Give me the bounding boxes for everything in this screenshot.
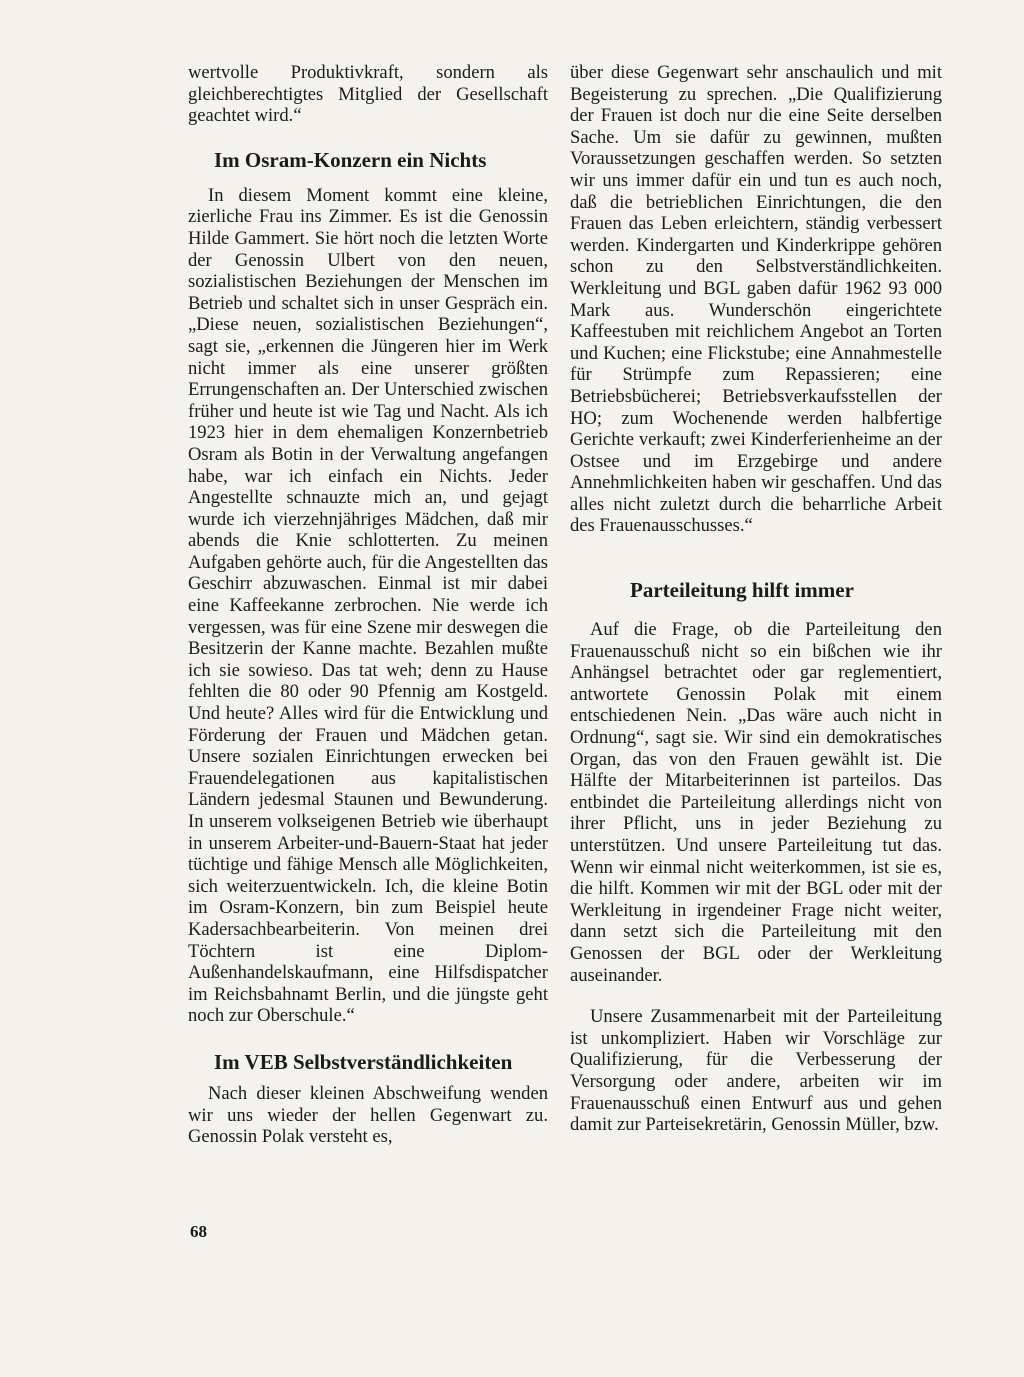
section-heading: Im Osram-Konzern ein Nichts — [214, 147, 487, 172]
left-column — [188, 62, 548, 1148]
page-number: 68 — [190, 1222, 207, 1241]
right-column — [570, 62, 942, 1136]
paragraph: Nach dieser kleinen Abschweifung wenden wir uns wieder der hellen Gegenwart zu. Genossin Polak versteht es, — [188, 1082, 548, 1148]
paragraph: In diesem Moment kommt eine kleine, zierliche Frau ins Zimmer. Es ist die Genossin Hilde Gammert. Sie hört noch die letzten Worte der Genossin Ulbert von den neuen, sozialistischen Beziehungen der Menschen im Betrieb und schaltet sich in unser Gespräch ein. „Diese neuen, sozialistischen Beziehungen“, sagt sie, „erkennen die Jüngeren hier im Werk nicht immer als eine unserer größten Errungenschaften an. Der Unterschied zwischen früher und heute ist wie Tag und Nacht. Als ich 1923 hier in dem ehemaligen Konzernbetrieb Osram als Botin in der Verwaltung angefangen habe, war ich einfach ein Nichts. Jeder Angestellte schnauzte mich an, und gejagt wurde ich vierzehnjähriges Mädchen, daß mir abends die Knie schlotterten. Zu meinen Aufgaben gehörte auch, für die Angestellten das Geschirr abzuwaschen. Einmal ist mir dabei eine Kaffeekanne zerbrochen. Nie werde ich vergessen, was für eine Szene mir deswegen die Besitzerin der Kanne machte. Bezahlen mußte ich sie sowieso. Das tat weh; denn zu Hause fehlten die 80 oder 90 Pfennig am Kostgeld. Und heute? Alles wird für die Entwicklung und Förderung der Frauen und Mädchen getan. Unsere sozialen Einrichtungen erwecken bei Frauendelegationen aus kapitalistischen Ländern jedesmal Staunen und Bewunderung. In unserem volkseigenen Betrieb wie überhaupt in unserem Arbeiter-und-Bauern-Staat hat jeder tüchtige und fähige Mensch alle Möglichkeiten, sich weiterzuentwickeln. Ich, die kleine Botin im Osram-Konzern, bin zum Beispiel heute Kadersachbearbeiterin. Von meinen drei Töchtern ist eine Diplom-Außenhandelskaufmann, eine Hilfsdispatcher im Reichsbahnamt Berlin, und die jüngste geht noch zur Oberschule.“ — [188, 184, 548, 1027]
paragraph: wertvolle Produktivkraft, sondern als gleichberechtigtes Mitglied der Gesellschaft geachtet wird.“ — [188, 62, 548, 127]
paragraph: über diese Gegenwart sehr anschaulich und mit Begeisterung zu sprechen. „Die Qualifizierung der Frauen ist doch nur die eine Seite derselben Sache. Um sie dafür zu gewinnen, mußten Voraussetzungen geschaffen werden. So setzten wir uns immer dafür ein und tun es auch noch, daß die betrieblichen Einrichtungen, die den Frauen das Leben erleichtern, ständig verbessert werden. Kindergarten und Kinderkrippe gehören schon zu den Selbstverständlichkeiten. Werkleitung und BGL gaben dafür 1962 93 000 Mark aus. Wunderschön eingerichtete Kaffeestuben mit reichlichem Angebot an Torten und Kuchen; eine Flickstube; eine Annahmestelle für Strümpfe zum Repassieren; eine Betriebsbücherei; Betriebsverkaufsstellen der HO; zum Wochenende werden halbfertige Gerichte verkauft; zwei Kinderferienheime an der Ostsee und im Erzgebirge und andere Annehmlichkeiten haben wir geschaffen. Und das alles nicht zuletzt durch die beharrliche Arbeit des Frauenausschusses.“ — [570, 62, 942, 537]
section-heading: Im VEB Selbstverständlichkeiten — [214, 1049, 513, 1074]
paragraph: Auf die Frage, ob die Parteileitung den Frauenausschuß nicht so ein bißchen wie ihr Anhängsel betrachtet oder gar reglementiert, antwortete Genossin Polak mit einem entschiedenen Nein. „Das wäre auch nicht in Ordnung“, sagt sie. Wir sind ein demokratisches Organ, das von den Frauen gewählt ist. Die Hälfte der Mitarbeiterinnen ist parteilos. Das entbindet die Parteileitung allerdings nicht von ihrer Pflicht, uns in jeder Beziehung zu unterstützen. Und unsere Parteileitung tut das. Wenn wir einmal nicht weiterkommen, ist sie es, die hilft. Kommen wir mit der BGL oder mit der Werkleitung in irgendeiner Frage nicht weiter, dann setzt sich die Parteileitung mit den Genossen der BGL oder der Werkleitung auseinander. — [570, 619, 942, 986]
paragraph: Unsere Zusammenarbeit mit der Parteileitung ist unkompliziert. Haben wir Vorschläge zur Qualifizierung, für die Verbesserung der Versorgung oder andere, arbeiten wir im Frauenausschuß einen Entwurf aus und gehen damit zur Parteisekretärin, Genossin Müller, bzw. — [570, 1006, 942, 1136]
section-heading: Parteileitung hilft immer — [630, 578, 854, 603]
